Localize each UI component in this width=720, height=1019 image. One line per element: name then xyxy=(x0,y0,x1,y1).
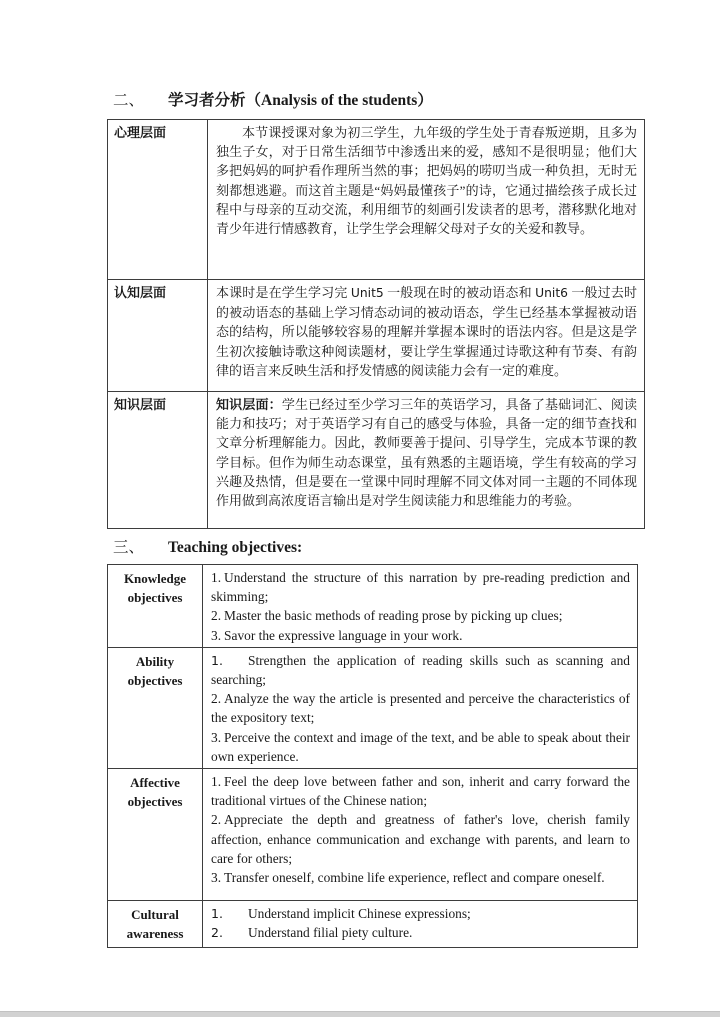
row-content-cognitive xyxy=(208,280,645,392)
label-line: objectives xyxy=(127,672,183,688)
row-content-ability-objectives xyxy=(203,647,638,768)
table-row xyxy=(108,901,638,948)
list-item xyxy=(211,772,630,810)
item-marker: 3. xyxy=(211,870,222,886)
table-row xyxy=(108,769,638,901)
list-item xyxy=(211,868,630,887)
list-item xyxy=(211,689,630,727)
item-marker: 2. xyxy=(211,691,222,707)
item-marker: 2. xyxy=(211,925,223,941)
text-segment: 一般现在时的被动语态和 xyxy=(383,285,536,300)
bold-prefix: 知识层面： xyxy=(216,397,282,412)
list-item xyxy=(211,651,630,689)
item-marker: 2. xyxy=(211,812,222,828)
row-label-knowledge: 知识层面 xyxy=(108,392,208,529)
item-marker: 2. xyxy=(211,608,222,624)
list-item xyxy=(211,923,630,942)
page-edge-divider xyxy=(0,1011,720,1017)
list-item xyxy=(211,728,630,766)
row-content-psychological xyxy=(208,120,645,280)
item-text: Appreciate the depth and greatness of father's love, cherish family affection, enhance communication and exchange with parents, and learn to care for others; xyxy=(211,812,630,866)
item-marker: 3. xyxy=(211,729,222,745)
section-2-title: 学习者分析（Analysis of the students） xyxy=(168,92,433,109)
paragraph: 本节课授课对象为初三学生，九年级的学生处于青春叛逆期，且多为独生子女，对于日常生活细节中渗透出来的爱，感知不是很明显；他们大多把妈妈的呵护看作理所当然的事；把妈妈的唠叨当成一种负担，无时无刻都想逃避。而这首主题是“妈妈最懂孩子”的诗，它通过描绘孩子成长过程中与母亲的互动交流，利用细节的刻画引发读者的思考，潜移默化地对青少年进行情感教育，让学生学会理解父母对子女的关爱和教导。 xyxy=(216,125,637,237)
item-text: Understand the structure of this narration by pre-reading prediction and skimming; xyxy=(211,570,630,605)
row-label-cognitive: 认知层面 xyxy=(108,280,208,392)
row-label-cultural-awareness xyxy=(108,901,203,948)
text-segment: 本课时是在学生学习完 xyxy=(216,285,351,300)
table-row xyxy=(108,565,638,648)
section-2-heading xyxy=(113,0,720,112)
row-content-cultural-awareness xyxy=(203,901,638,948)
item-marker: 3. xyxy=(211,627,222,643)
section-3-numeral: 三、 xyxy=(113,539,145,556)
students-analysis-table xyxy=(107,119,645,529)
label-line: Cultural xyxy=(131,907,179,923)
item-text: Savor the expressive language in your work. xyxy=(224,627,463,643)
section-2-numeral: 二、 xyxy=(113,92,145,109)
table-row xyxy=(108,392,645,529)
item-marker: 1. xyxy=(211,652,223,668)
label-line: Affective xyxy=(130,775,180,791)
section-3-heading xyxy=(113,537,720,559)
table-row xyxy=(108,280,645,392)
item-text: Perceive the context and image of the text, and be able to speak about their own experience. xyxy=(211,729,630,764)
label-line: Knowledge xyxy=(123,571,187,586)
row-content-knowledge xyxy=(208,392,645,529)
row-label-psychological: 心理层面 xyxy=(108,120,208,280)
row-content-knowledge-objectives xyxy=(203,565,638,648)
label-line: objectives xyxy=(127,794,183,810)
item-marker: 1. xyxy=(211,774,222,790)
item-text: Analyze the way the article is presented and perceive the characteristics of the expository text; xyxy=(211,691,630,726)
label-line: awareness xyxy=(126,926,184,942)
row-label-ability-objectives xyxy=(108,647,203,768)
text-segment: 一般过去时的被动语态的基础上学习情态动词的被动语态，学生已经基本掌握被动语态的结构，所以能够较容易的理解并掌握本课时的语法内容。但是这是学生初次接触诗歌这种阅读题材，要让学生掌握通过诗歌这种有节奏、有韵律的语言来反映生活和抒发情感的阅读能力会有一定的难度。 xyxy=(216,285,637,378)
table-row xyxy=(108,647,638,768)
list-item xyxy=(211,568,630,606)
list-item xyxy=(211,626,630,645)
unit6-text: Unit6 xyxy=(535,286,568,300)
list-item xyxy=(211,810,630,868)
list-item xyxy=(211,606,630,625)
item-text: Understand filial piety culture. xyxy=(248,925,413,941)
item-marker: 1. xyxy=(211,906,223,922)
row-label-knowledge-objectives xyxy=(108,565,203,648)
row-content-affective-objectives xyxy=(203,769,638,901)
row-label-affective-objectives xyxy=(108,769,203,901)
label-line: Ability xyxy=(135,653,175,669)
teaching-objectives-table xyxy=(107,564,638,948)
item-text: Transfer oneself, combine life experience, reflect and compare oneself. xyxy=(224,870,605,886)
label-line: objectives xyxy=(127,590,183,605)
section-3-title: Teaching objectives: xyxy=(168,539,303,556)
text-segment: 学生已经过至少学习三年的英语学习，具备了基础词汇、阅读能力和技巧；对于英语学习有自己的感受与体验，具备一定的细节查找和文章分析理解能力。因此，教师要善于提问、引导学生，完成本节课的教学目标。但作为师生动态课堂，虽有熟悉的主题语境，学生有较高的学习兴趣及热情，但是要在一堂课中同时理解不同文体对同一主题的不同体现作用做到高浓度语言输出是对学生阅读能力和思维能力的考验。 xyxy=(216,397,637,509)
table-row xyxy=(108,120,645,280)
unit5-text: Unit5 xyxy=(350,286,384,300)
item-text: Understand implicit Chinese expressions; xyxy=(248,906,471,922)
list-item xyxy=(211,904,630,923)
item-text: Master the basic methods of reading prose by picking up clues; xyxy=(224,608,563,624)
item-marker: 1. xyxy=(211,570,222,585)
item-text: Strengthen the application of reading skills such as scanning and searching; xyxy=(211,652,630,688)
item-text: Feel the deep love between father and son, inherit and carry forward the traditional virtues of the Chinese nation; xyxy=(211,774,630,809)
